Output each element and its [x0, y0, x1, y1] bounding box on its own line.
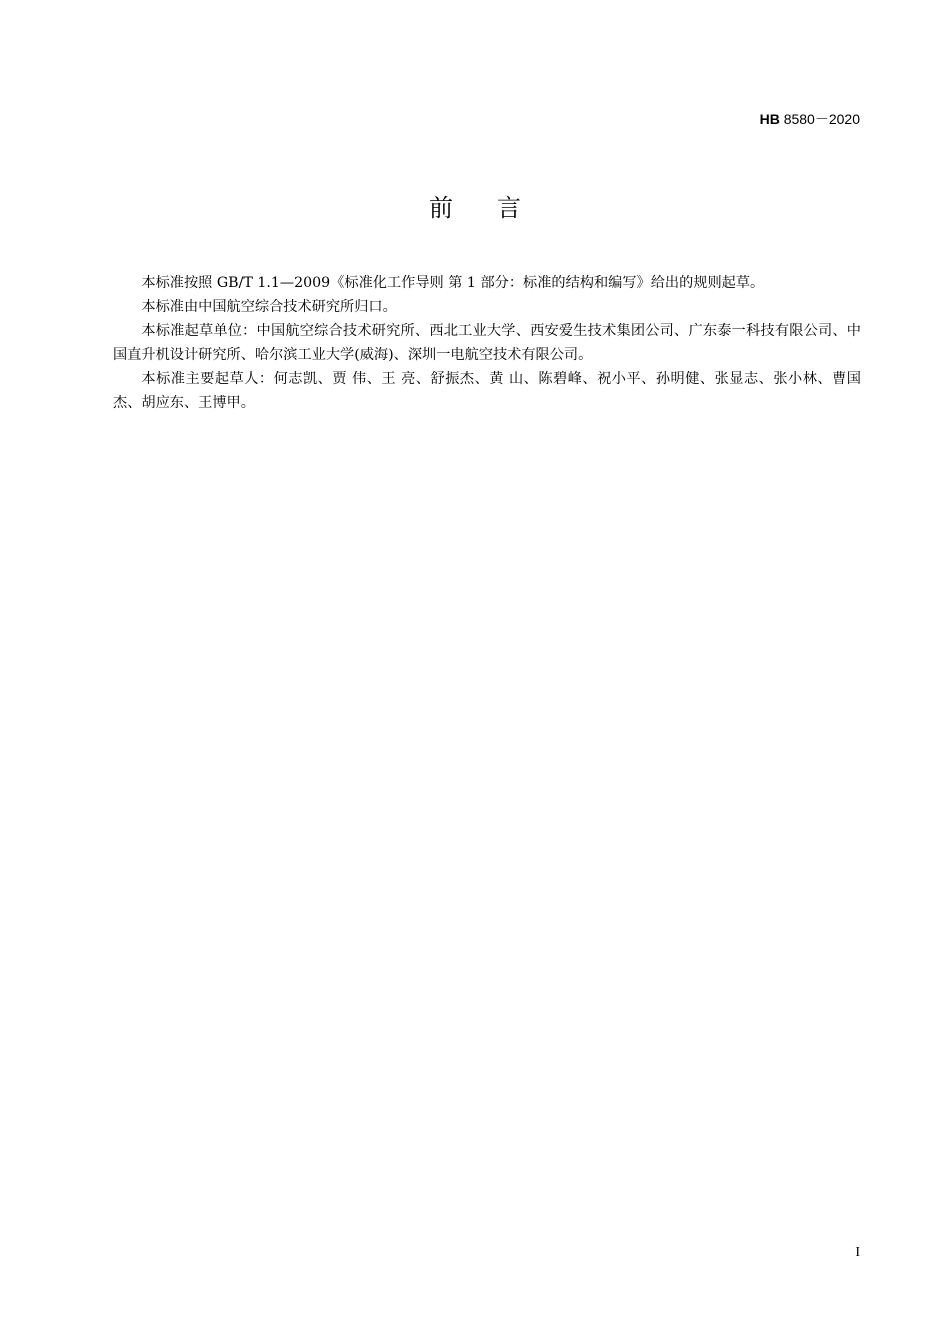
standard-code-number: 8580－2020	[783, 111, 860, 127]
standard-code-prefix: HB	[759, 111, 780, 127]
page-title: 前言	[429, 194, 565, 222]
paragraph-drafting-rules: 本标准按照 GB/T 1.1—2009《标准化工作导则 第 1 部分：标准的结构和编写》给出的规则起草。	[141, 275, 765, 291]
page-number: I	[855, 1245, 860, 1260]
paragraph-main-drafters: 本标准主要起草人：何志凯、贾 伟、王 亮、舒振杰、黄 山、陈碧峰、祝小平、孙明健、张显志、张小林、曹国杰、胡应东、王博甲。	[113, 371, 861, 411]
standard-code	[760, 110, 860, 128]
paragraph-drafting-units: 本标准起草单位：中国航空综合技术研究所、西北工业大学、西安爱生技术集团公司、广东泰一科技有限公司、中国直升机设计研究所、哈尔滨工业大学(威海)、深圳一电航空技术有限公司。	[113, 323, 861, 363]
paragraph-responsible-unit: 本标准由中国航空综合技术研究所归口。	[141, 299, 397, 315]
foreword-body	[113, 271, 861, 415]
